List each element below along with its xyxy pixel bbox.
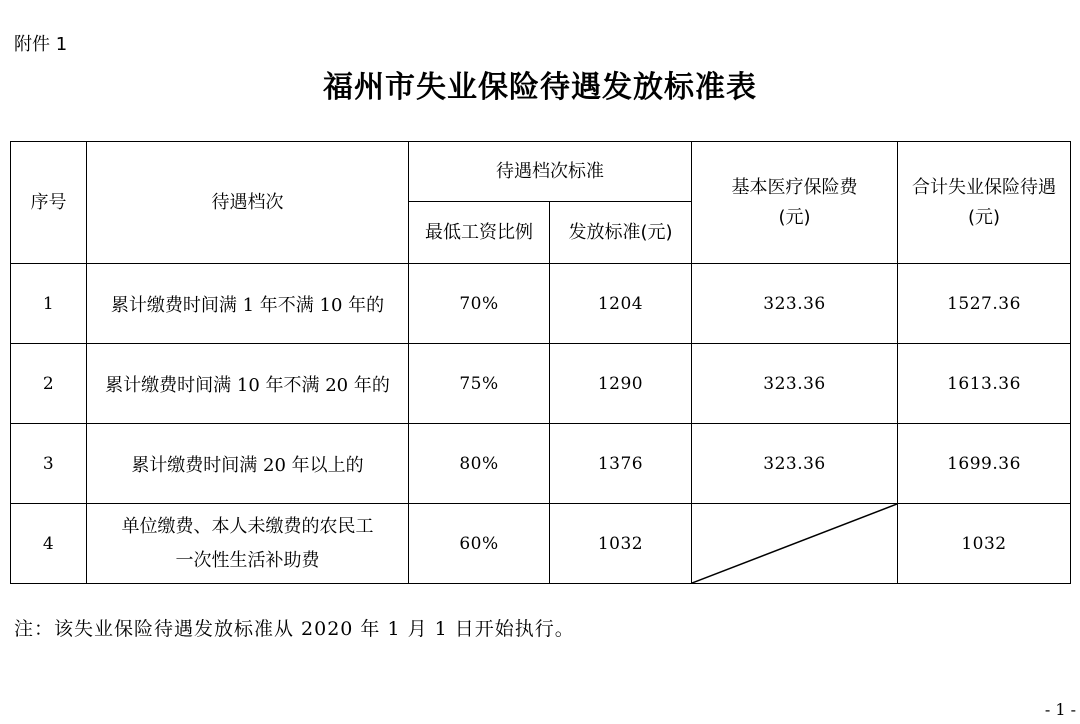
row-ratio: 60%: [409, 504, 550, 584]
row-medical: 323.36: [692, 264, 898, 344]
row-seq: 1: [11, 264, 87, 344]
row-ratio: 80%: [409, 424, 550, 504]
footnote: 注：该失业保险待遇发放标准从 2020 年 1 月 1 日开始执行。: [14, 618, 575, 640]
header-total-label: 合计失业保险待遇: [912, 176, 1056, 198]
header-total: [898, 142, 1071, 264]
row-total: 1699.36: [898, 424, 1071, 504]
row-total: 1613.36: [898, 344, 1071, 424]
row-standard: 1376: [550, 424, 692, 504]
row-level: [87, 504, 409, 584]
row-ratio: 70%: [409, 264, 550, 344]
row-level: 累计缴费时间满 10 年不满 20 年的: [87, 344, 409, 424]
row-level-line2: 一次性生活补助费: [175, 549, 320, 571]
header-min-wage-ratio: 最低工资比例: [409, 202, 550, 264]
table-row: [11, 424, 1071, 504]
row-level: 累计缴费时间满 1 年不满 10 年的: [87, 264, 409, 344]
row-total: 1032: [898, 504, 1071, 584]
attachment-label: 附件 1: [14, 34, 68, 55]
table-row: [11, 344, 1071, 424]
header-seq: 序号: [11, 142, 87, 264]
row-seq: 3: [11, 424, 87, 504]
header-level: 待遇档次: [87, 142, 409, 264]
header-medical-fee-label: 基本医疗保险费: [731, 176, 858, 198]
row-seq: 2: [11, 344, 87, 424]
row-medical-empty: [692, 504, 898, 584]
row-medical: 323.36: [692, 424, 898, 504]
row-medical: 323.36: [692, 344, 898, 424]
table-row: [11, 264, 1071, 344]
row-seq: 4: [11, 504, 87, 584]
row-standard: 1032: [550, 504, 692, 584]
header-total-unit: (元): [967, 206, 1001, 228]
page-title: 福州市失业保险待遇发放标准表: [323, 70, 757, 105]
page-number: - 1 -: [1044, 700, 1076, 719]
row-total: 1527.36: [898, 264, 1071, 344]
row-ratio: 75%: [409, 344, 550, 424]
header-medical-fee: [692, 142, 898, 264]
table-row: [11, 504, 1071, 584]
row-standard: 1204: [550, 264, 692, 344]
diagonal-slash: [692, 504, 897, 583]
header-payment-standard: 发放标准(元): [550, 202, 692, 264]
row-level-line1: 单位缴费、本人未缴费的农民工: [121, 515, 374, 537]
row-standard: 1290: [550, 344, 692, 424]
benefit-standard-table: [10, 141, 1071, 584]
header-medical-fee-unit: (元): [778, 206, 811, 228]
header-standard-group: 待遇档次标准: [409, 142, 692, 202]
row-level: 累计缴费时间满 20 年以上的: [87, 424, 409, 504]
